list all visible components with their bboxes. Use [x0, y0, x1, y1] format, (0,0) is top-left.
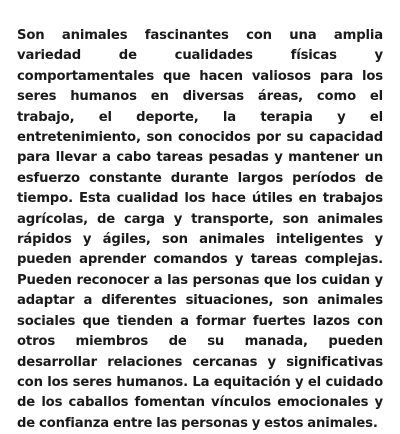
body-paragraph: Son animales fascinantes con una amplia variedad de cualidades físicas y comportamentales que hacen valiosos para los seres humanos en diversas áreas, como el trabajo, el deporte, la terapia y el entretenimiento, son conocidos por su capacidad para llevar a cabo tareas pesadas y mantener un esfuerzo constante durante largos períodos de tiempo. Esta cualidad los hace útiles en trabajos agrícolas, de carga y transporte, son animales rápidos y ágiles, son animales inteligentes y pueden aprender comandos y tareas complejas. Pueden reconocer a las personas que los cuidan y adaptar a diferentes situaciones, son animales sociales que tienden a formar fuertes lazos con otros miembros de su manada, pueden desarrollar relaciones cercanas y significativas con los seres humanos. La equitación y el cuidado de los caballos fomentan vínculos emocionales y de confianza entre las personas y estos animales.	[17, 28, 383, 431]
